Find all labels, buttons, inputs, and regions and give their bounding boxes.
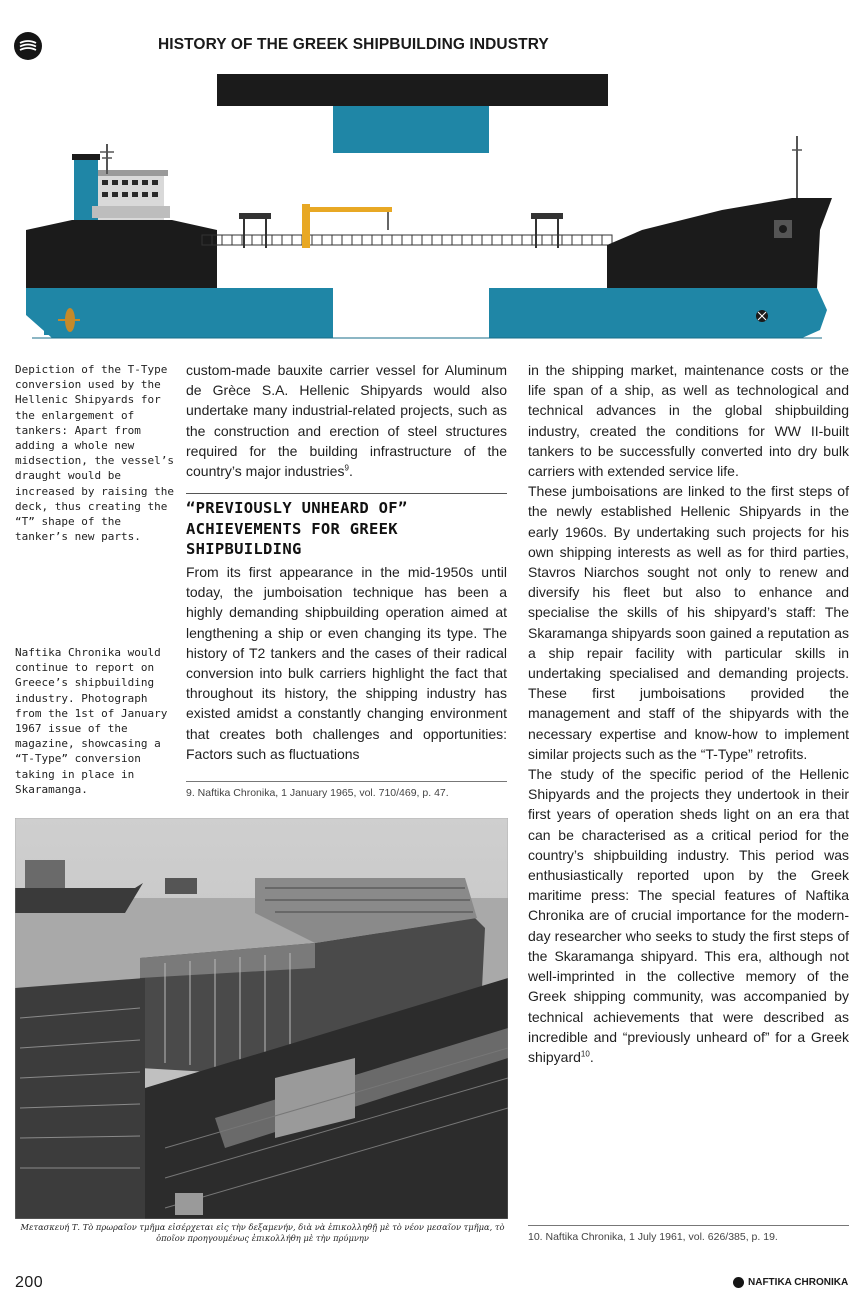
brand-logo-icon [733, 1277, 744, 1288]
page-number: 200 [15, 1274, 44, 1291]
footnote-divider [186, 781, 507, 782]
section-heading: “PREVIOUSLY UNHEARD OF” ACHIEVEMENTS FOR GREEK SHIPBUILDING [186, 499, 408, 558]
photo-caption: Μετασκευή Τ. Τὸ πρωραῖον τμῆμα εἰσέρχεται εἰς τὴν δεξαμενήν, διὰ νὰ ἐπικολληθῇ μὲ τὸ νέον μεσαῖον τμῆμα, τὸ ὁποῖον προηγουμένως ἐπικολλήθη μὲ τὴν πρύμνην [20, 1222, 505, 1243]
wave-logo-icon [14, 32, 42, 60]
footnote-ref-10: 10 [580, 1049, 590, 1059]
t-type-conversion-illustration [22, 70, 834, 348]
body-paragraph: From its first appearance in the mid-1950s until today, the jumboisation technique has been a highly demanding shipbuilding operation aimed at lengthening a ship or even changing its type. The history of T2 tankers and the cases of their radical conversion into bulk carriers highlight the fact that throughout its history, the shipping industry has existed amidst a constantly changing environment that creates both challenges and opportunities: Factors such as fluctuations [186, 564, 507, 762]
col3-paragraph-1: in the shipping market, maintenance costs or the life span of a ship, as well as technological and technical advances in the global shipbuilding industry, created the conditions for WW II-built tankers to be successfully converted into dry bulk carriers with extended service life. [528, 362, 849, 480]
shipyard-photograph [15, 818, 508, 1219]
new-deck-section [217, 74, 608, 106]
footnote-9: 9. Naftika Chronika, 1 January 1965, vol. 710/469, p. 47. [186, 787, 449, 799]
col3-paragraph-2: These jumboisations are linked to the first steps of the newly established Hellenic Shipyards in the early 1960s. By undertaking such projects for his own shipping interests as well as for third parties, Stavros Niarchos sought not only to renew and diversify his fleet but also to enhance and specialise the skills of his shipyard’s staff: The Skaramanga shipyards soon gained a reputation as a ship repair facility with particular skills in undertaking specialised and demanding projects. These first jumboisations provided the management and staff of the shipyards with the necessary expertise and know-how to implement similar projects such as the “T-Type” retrofits. [528, 483, 849, 762]
footnote-ref-9: 9 [344, 463, 349, 473]
new-midsection [333, 106, 489, 153]
brand-name: NAFTIKA CHRONIKA [748, 1277, 849, 1288]
intro-paragraph: custom-made bauxite carrier vessel for Aluminum de Grèce S.A. Hellenic Shipyards would also undertake many industrial-related projects, such as the construction and erection of steel structures required for the building infrastructure of the country’s major industries [186, 362, 507, 480]
photo-side-caption: Naftika Chronika would continue to report on Greece’s shipbuilding industry. Photograph from the 1st of January 1967 issue of the magazine, showcasing a “T-Type” conversion taking in place in Skaramanga. [15, 646, 168, 796]
section-divider [186, 493, 507, 494]
illustration-caption: Depiction of the T-Type conversion used by the Hellenic Shipyards for the enlargement of tankers: Apart from adding a whole new midsection, the vessel’s draught would be increased by raising the deck, thus creating the “T” shape of the tanker’s new parts. [15, 363, 174, 544]
footnote-10: 10. Naftika Chronika, 1 July 1961, vol. 626/385, p. 19. [528, 1231, 778, 1243]
footnote-divider-2 [528, 1225, 849, 1226]
article-column-3: in the shipping market, maintenance costs or the life span of a ship, as well as technological and technical advances in the global shipbuilding industry, created the conditions for WW II-built tankers to be successfully converted into dry bulk carriers with extended service life. These jumboisations are linked to the first steps of the newly established Hellenic Shipyards in the early 1960s. By undertaking such projects for his own shipping interests as well as for third parties, Stavros Niarchos sought not only to renew and diversify his fleet but also to enhance and specialise the skills of his shipyard’s staff: The Skaramanga shipyards soon gained a reputation as a ship repair facility with particular skills in undertaking specialised and demanding projects. These first jumboisations provided the management and staff of the shipyards with the necessary expertise and know-how to implement similar projects such as the “T-Type” retrofits. The study of the specific period of the Hellenic Shipyards and the projects they undertook in their first years of operation sheds light on an era that can be characterised as a critical period for the country’s shipbuilding industry. This period was enthusiastically reported upon by the Greek maritime press: The special features of Naftika Chronika are of crucial importance for the modern-day researcher who seeks to study the first steps of the Skaramanga shipyard. This era, although not well-imprinted in the collective memory of the Greek shipping community, was accompanied by technical achievements that were described as incredible and “previously unheard of” for a Greek shipyard$^{10}$. [528, 362, 849, 1065]
col3-paragraph-3: The study of the specific period of the Hellenic Shipyards and the projects they undertook in their first years of operation sheds light on an era that can be characterised as a critical period for the country’s shipbuilding industry. This period was enthusiastically reported upon by the Greek maritime press: The special features of Naftika Chronika are of crucial importance for the modern-day researcher who seeks to study the first steps of the Skaramanga shipyard. This era, although not well-imprinted in the collective memory of the Greek shipping community, was accompanied by technical achievements that were described as incredible and “previously unheard of” for a Greek shipyard [528, 766, 849, 1065]
page-title: HISTORY OF THE GREEK SHIPBUILDING INDUSTRY [158, 36, 549, 53]
article-column-2-intro: custom-made bauxite carrier vessel for Aluminum de Grèce S.A. Hellenic Shipyards would also undertake many industrial-related projects, such as the construction and erection of steel structures required for the building infrastructure of the country’s major industries$^9$. [186, 362, 507, 480]
article-column-2-body [186, 562, 507, 764]
